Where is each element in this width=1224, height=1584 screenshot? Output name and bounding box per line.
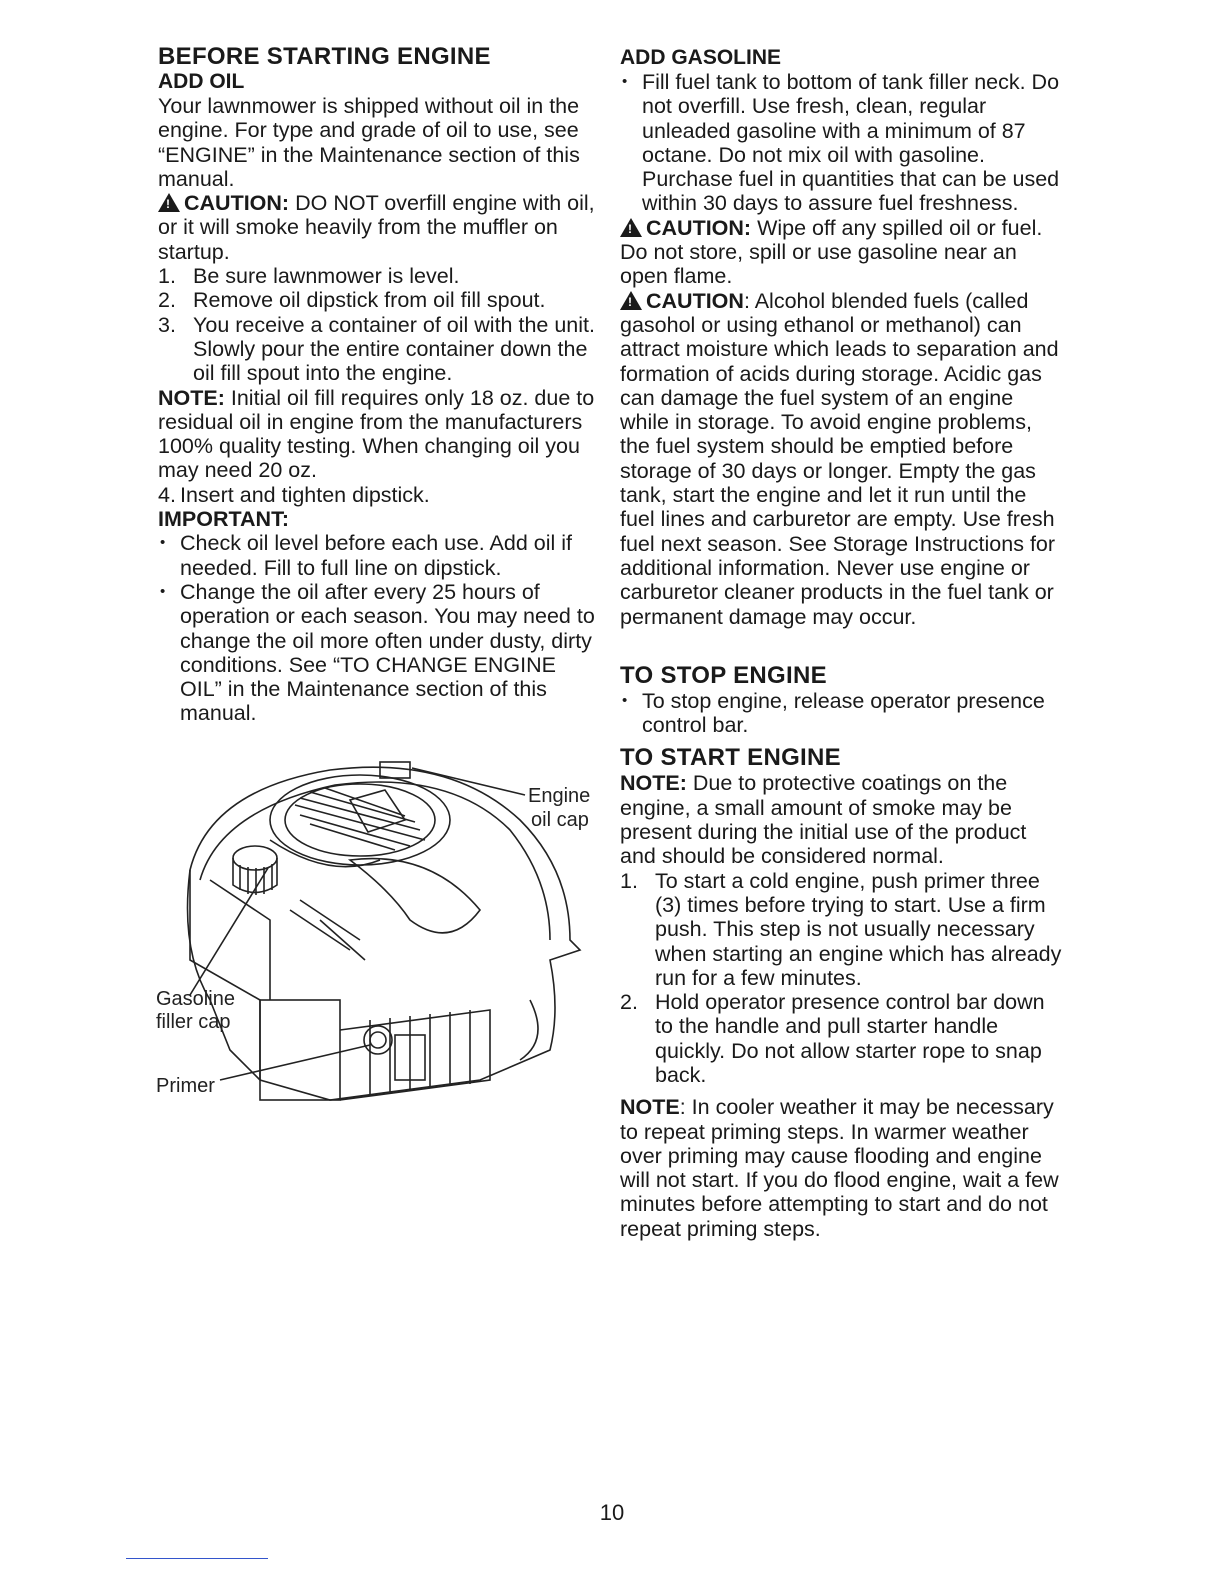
caution-overfill <box>158 191 598 264</box>
note-label: NOTE <box>620 1095 680 1120</box>
note-label: NOTE: <box>158 385 225 410</box>
list-item: 4. Insert and tighten dipstick. <box>158 482 430 507</box>
start-engine-steps <box>620 869 1065 1088</box>
engine-illustration <box>150 750 600 1120</box>
note-text: : In cooler weather it may be necessary to repeat priming steps. In warmer weather over priming may cause flooding and engine will not start. If you do flood engine, wait a few minutes before attempting to start and do not repeat priming steps. <box>620 1095 1059 1241</box>
note-cooler-weather <box>620 1095 1065 1241</box>
caution-text: Wipe off any spilled oil or fuel. Do not store, spill or use gasoline near an open flame. <box>620 215 1043 289</box>
add-gasoline-bullets <box>620 70 1065 216</box>
caution-label: CAUTION <box>646 288 744 313</box>
label-primer: Primer <box>156 1075 215 1097</box>
note-text: Initial oil fill requires only 18 oz. due to residual oil in engine from the manufacturers 100% quality testing. When changing oil you may need 20 oz. <box>158 385 595 483</box>
caution-text: DO NOT overfill engine with oil, or it will smoke heavily from the muffler on startup. <box>158 191 595 264</box>
add-oil-intro: Your lawnmower is shipped without oil in the engine. For type and grade of oil to use, see “ENGINE” in the Maintenance section of this manual. <box>158 94 580 191</box>
list-item: 1. Be sure lawnmower is level. <box>158 264 460 289</box>
caution-label: CAUTION: <box>184 191 290 216</box>
list-item: • To stop engine, release operator presence control bar. <box>620 689 1065 738</box>
note-label: NOTE: <box>620 771 687 796</box>
stop-engine-bullets <box>620 689 1065 738</box>
add-oil-steps <box>158 264 598 385</box>
page-number: 10 <box>599 1500 625 1525</box>
label-engine-oil-cap-1: Engine <box>528 785 591 807</box>
list-item: • Fill fuel tank to bottom of tank filler neck. Do not overfill. Use fresh, clean, regular unleaded gasoline with a minimum of 87 octane. Do not mix oil with gasoline. Purchase fuel in quantities that can be used within 30 days to assure fuel freshness. <box>620 70 1065 216</box>
heading-add-oil: ADD OIL <box>158 70 245 93</box>
caution-spill <box>620 216 1065 289</box>
warning-triangle-icon <box>620 218 642 237</box>
label-gasoline-filler-cap-1: Gasoline <box>156 988 235 1010</box>
list-item: • Change the oil after every 25 hours of operation or each season. You may need to change the oil more often under dusty, dirty conditions. See “TO CHANGE ENGINE OIL” in the Maintenance section of this manual. <box>158 580 598 726</box>
list-item: • Check oil level before each use. Add oil if needed. Fill to full line on dipstick. <box>158 531 598 580</box>
add-oil-step-4 <box>158 483 598 507</box>
important-bullets <box>158 531 598 725</box>
right-column <box>620 44 1065 1241</box>
list-item: 2. Remove oil dipstick from oil fill spout. <box>158 288 546 313</box>
section-title-before-starting: BEFORE STARTING ENGINE <box>158 43 491 70</box>
heading-add-gasoline: ADD GASOLINE <box>620 46 782 69</box>
label-engine-oil-cap-2: oil cap <box>531 809 589 831</box>
list-item: 3. You receive a container of oil with the unit. Slowly pour the entire container down the oil fill spout into the engine. <box>158 312 595 386</box>
note-oil-fill <box>158 386 598 483</box>
list-item: 2. Hold operator presence control bar down to the handle and pull starter handle quickly. Do not allow starter rope to snap back. <box>620 990 1045 1087</box>
heading-start-engine: TO START ENGINE <box>620 744 841 772</box>
label-gasoline-filler-cap-2: filler cap <box>156 1011 231 1033</box>
warning-triangle-icon <box>620 291 642 310</box>
caution-text: : Alcohol blended fuels (called gasohol or using ethanol or methanol) can attract moisture which leads to separation and formation of acids during storage. Acidic gas can damage the fuel system of an engine while in storage. To avoid engine problems, the fuel system should be emptied before storage of 30 days or longer. Empty the gas tank, start the engine and let it run until the fuel lines and carburetor are empty. Use fresh fuel next season. See Storage Instructions for additional information. Never use engine or carburetor cleaner products in the fuel tank or permanent damage may occur. <box>620 288 1059 629</box>
heading-stop-engine: TO STOP ENGINE <box>620 661 827 689</box>
footer-rule <box>126 1558 268 1559</box>
important-label: IMPORTANT: <box>158 507 289 532</box>
left-column <box>158 44 598 726</box>
caution-label: CAUTION: <box>646 215 752 240</box>
list-item: 1. To start a cold engine, push primer three (3) times before trying to start. Use a firm push. This step is not usually necessary when starting an engine which has already run for a few minutes. <box>620 868 1062 990</box>
warning-triangle-icon <box>158 193 180 212</box>
note-text: Due to protective coatings on the engine, a small amount of smoke may be present during the initial use of the product and should be considered normal. <box>620 771 1027 869</box>
caution-alcohol <box>620 289 1065 629</box>
note-protective-coatings <box>620 771 1065 868</box>
